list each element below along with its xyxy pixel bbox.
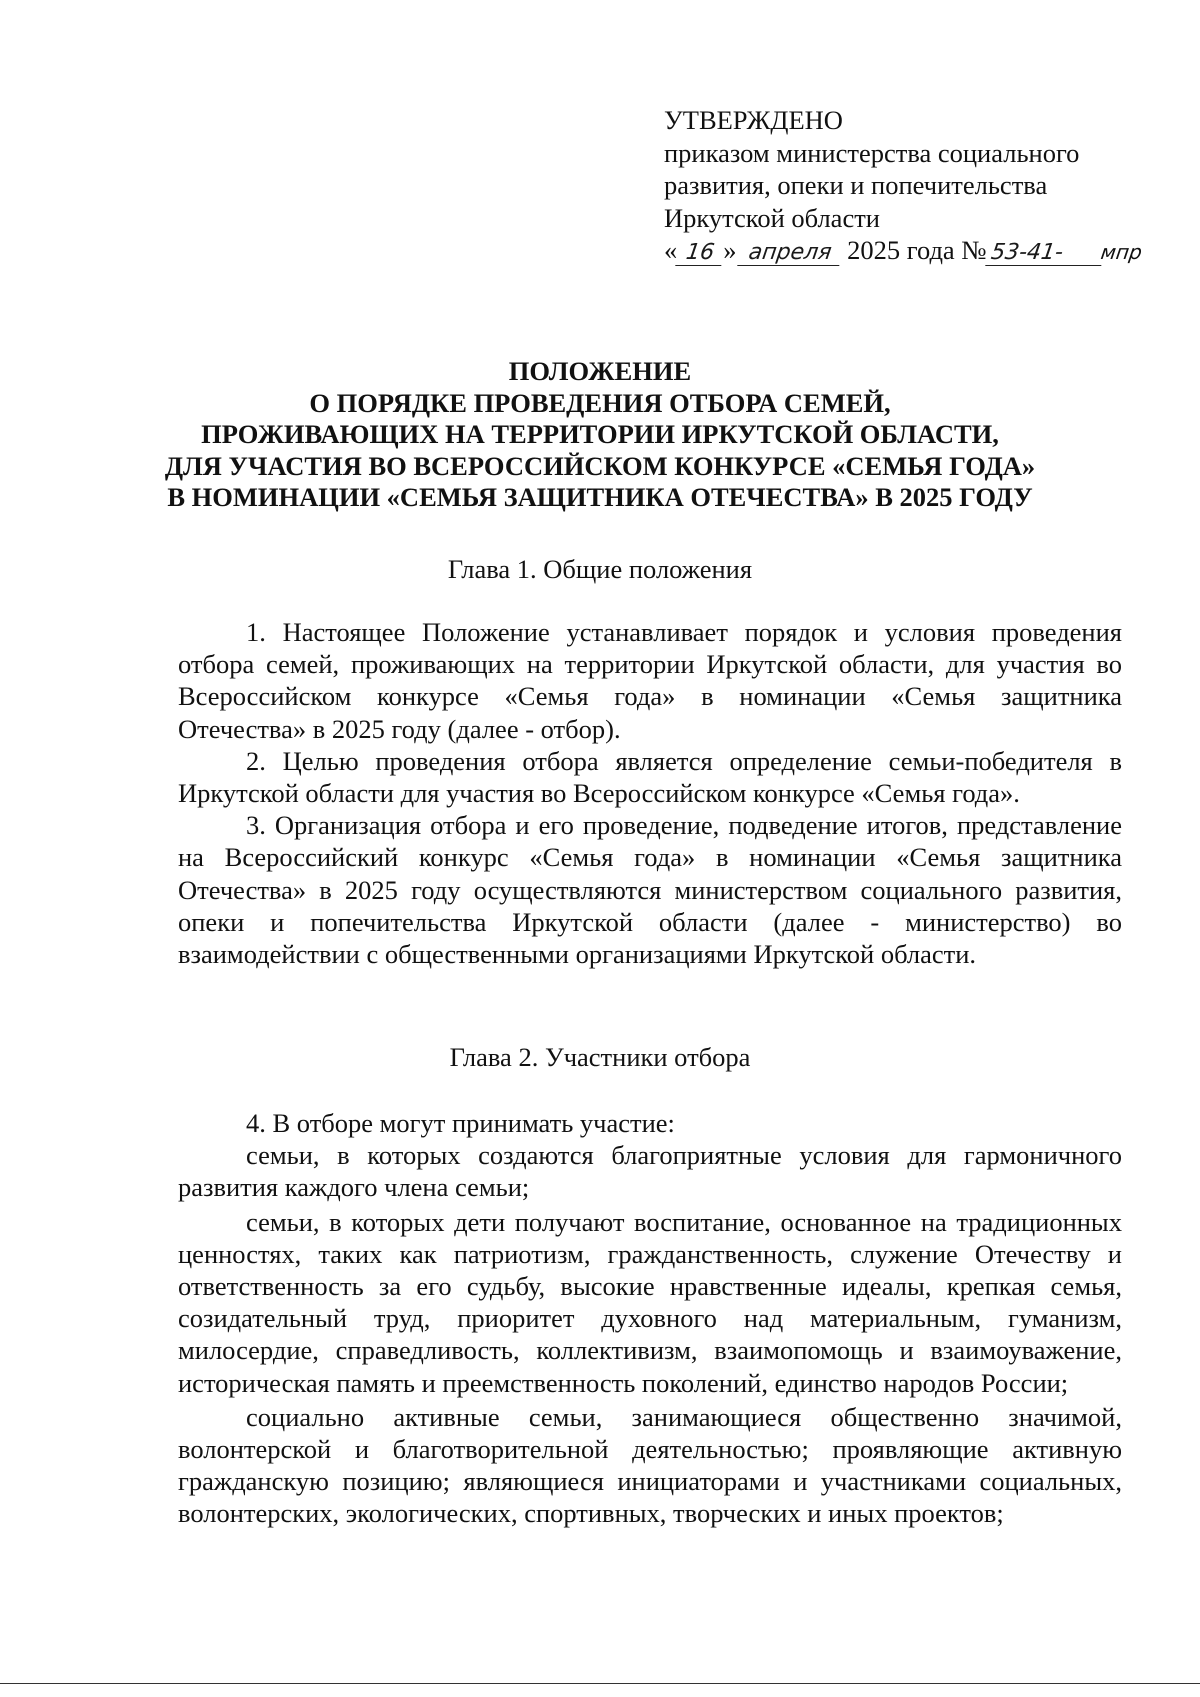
quote-close: » — [723, 235, 737, 265]
participant-item: семьи, в которых создаются благоприятные условия для гармоничного развития каждого члена семьи; — [178, 1140, 1122, 1203]
title-line: О ПОРЯДКЕ ПРОВЕДЕНИЯ ОТБОРА СЕМЕЙ, — [309, 387, 891, 418]
paragraph-2: 2. Целью проведения отбора является определение семьи-победителя в Иркутской области для участия во Всероссийском конкурсе «Семья года». — [178, 745, 1122, 809]
title-line: ПРОЖИВАЮЩИХ НА ТЕРРИТОРИИ ИРКУТСКОЙ ОБЛАСТИ, — [201, 419, 999, 449]
handwritten-order-suffix: мпр — [1098, 240, 1144, 264]
approval-heading: УТВЕРЖДЕНО — [664, 105, 843, 135]
chapter-1-heading: Глава 1. Общие положения — [447, 554, 753, 584]
approval-line-1: приказом министерства социального — [664, 137, 1080, 168]
chapter-1-body — [178, 616, 1122, 970]
handwritten-order-number: 53-41- — [985, 241, 1105, 266]
chapter-2-heading: Глава 2. Участники отбора — [449, 1042, 751, 1072]
title-line: ДЛЯ УЧАСТИЯ ВО ВСЕРОССИЙСКОМ КОНКУРСЕ «СЕМЬЯ ГОДА» — [164, 450, 1036, 481]
quote-open: « — [664, 235, 678, 265]
title-line: В НОМИНАЦИИ «СЕМЬЯ ЗАЩИТНИКА ОТЕЧЕСТВА» В 2025 ГОДУ — [167, 482, 1033, 512]
handwritten-month: апреля — [737, 241, 843, 266]
paragraph-3: 3. Организация отбора и его проведение, подведение итогов, представление на Всероссийский конкурс «Семья года» в номинации «Семья защитника Отечества» в 2025 году осуществляются министерством социального развития, опеки и попечительства Иркутской области (далее - министерство) во взаимодействии с общественными организациями Иркутской области. — [178, 810, 1122, 970]
title-line: ПОЛОЖЕНИЕ — [508, 356, 692, 386]
paragraph-4: 4. В отборе могут принимать участие: — [246, 1108, 675, 1138]
page-bottom-edge — [0, 1683, 1200, 1684]
document-title — [100, 356, 1100, 514]
approval-block — [664, 104, 1184, 269]
approval-date-line — [664, 234, 1184, 269]
approval-line-2: развития, опеки и попечительства — [664, 170, 1048, 200]
approval-year-text: 2025 года № — [847, 235, 987, 265]
approval-line-3: Иркутской области — [664, 202, 880, 233]
participant-item: социально активные семьи, занимающиеся общественно значимой, волонтерской и благотворительной деятельностью; проявляющие активную гражданскую позицию; являющиеся инициаторами и участниками социальных, волонтерских, экологических, спортивных, творческих и иных проектов; — [178, 1401, 1122, 1529]
handwritten-day: 16 — [675, 241, 725, 266]
participant-item: семьи, в которых дети получают воспитание, основанное на традиционных ценностях, таких как патриотизм, гражданственность, служение Отечеству и ответственность за его судьбу, высокие нравственные идеалы, крепкая семья, созидательный труд, приоритет духовного над материальным, гуманизм, милосердие, справедливость, коллективизм, взаимопомощь и взаимоуважение, историческая память и преемственность поколений, единство народов России; — [178, 1206, 1122, 1398]
paragraph-1: 1. Настоящее Положение устанавливает порядок и условия проведения отбора семей, проживающих на территории Иркутской области, для участия во Всероссийском конкурсе «Семья года» в номинации «Семья защитника Отечества» в 2025 году (далее - отбор). — [178, 617, 1122, 744]
chapter-2-body — [178, 1107, 1122, 1530]
